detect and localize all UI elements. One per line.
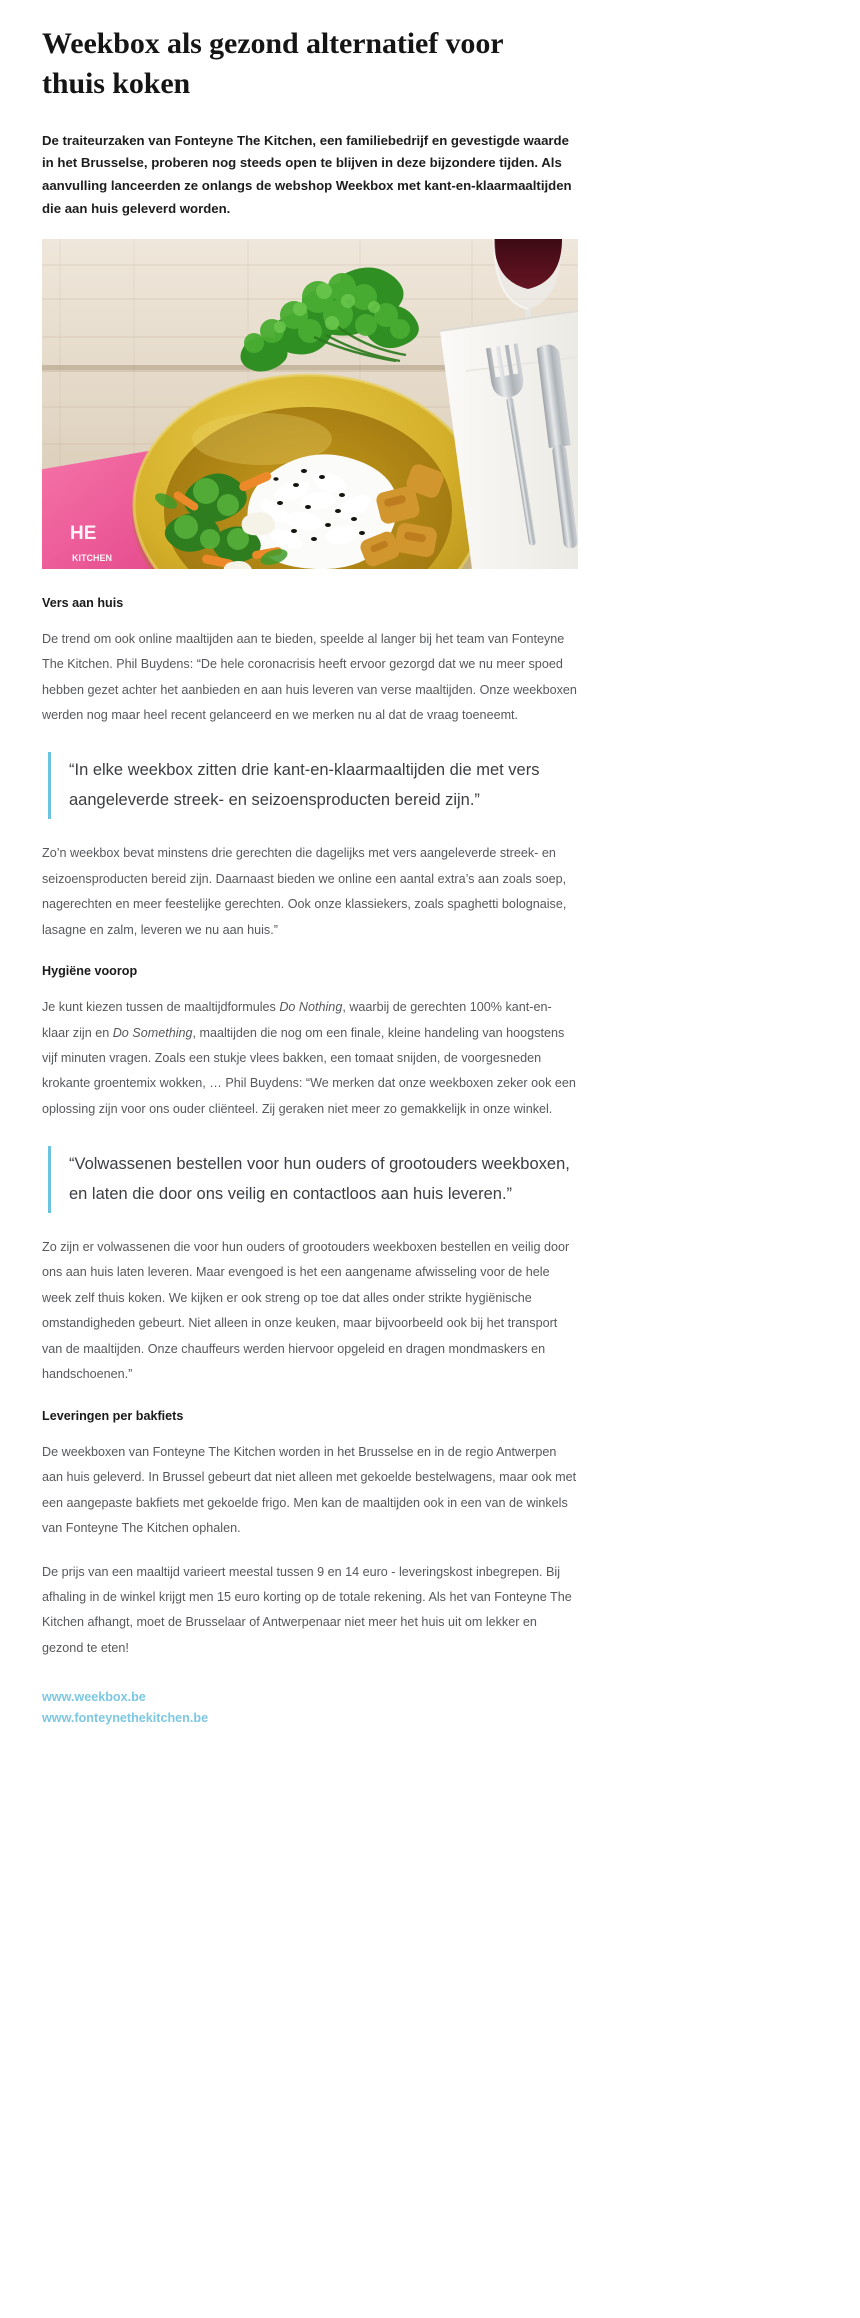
section-heading-vers-aan-huis: Vers aan huis: [42, 595, 124, 610]
hero-image: [42, 239, 578, 569]
pull-quote-2: [48, 1146, 578, 1213]
hygiene-text-part-3: , maaltijden die nog om een finale, kleine handeling van hoogstens vijf minuten vragen. Zoals een stukje vlees bakken, een tomaat snijden, de voorgesneden krokante groentemix wokken, … Phil Buydens: “We merken dat onze weekboxen zeker ook een oplossing zijn voor ons ouder cliënteel. Zij geraken niet meer zo gemakkelijk in onze winkel.: [42, 1025, 576, 1116]
hero-image-illustration: [42, 239, 578, 569]
pull-quote-1: [48, 752, 578, 819]
link-weekbox[interactable]: www.weekbox.be: [42, 1690, 146, 1705]
hygiene-text-part-1: Je kunt kiezen tussen de maaltijdformules: [42, 1000, 280, 1015]
svg-text:KITCHEN: KITCHEN: [72, 552, 112, 563]
hygiene-formula-do-nothing: Do Nothing: [279, 1000, 343, 1015]
pull-quote-1-text: “In elke weekbox zitten drie kant-en-klaarmaaltijden die met vers aangeleverde streek- en seizoensproducten bereid zijn.”: [69, 761, 540, 809]
link-fonteynethekitchen[interactable]: www.fonteynethekitchen.be: [42, 1710, 209, 1725]
pull-quote-2-text: “Volwassenen bestellen voor hun ouders of grootouders weekboxen, en laten die door ons veilig en contactloos aan huis leveren.”: [69, 1155, 570, 1203]
hygiene-text-part-2: , waarbij de gerechten 100% kant-en-klaar zijn en: [42, 1000, 552, 1040]
paragraph-leveringen-2: De prijs van een maaltijd varieert meestal tussen 9 en 14 euro - leveringskost inbegrepen. Bij afhaling in de winkel krijgt men 15 euro korting op de totale rekening. Als het van Fonteyne The Kitchen afhangt, moet de Brusselaar of Antwerpenaar niet meer het huis uit om lekker en gezond te eten!: [42, 1564, 572, 1655]
section-heading-hygiene-voorop: Hygiëne voorop: [42, 963, 138, 978]
paragraph-leveringen-1: De weekboxen van Fonteyne The Kitchen worden in het Brusselse en in de regio Antwerpen aan huis geleverd. In Brussel gebeurt dat niet alleen met gekoelde bestelwagens, maar ook met een aangepaste bakfiets met gekoelde frigo. Men kan de maaltijden ook in een van de winkels van Fonteyne The Kitchen ophalen.: [42, 1444, 577, 1536]
article-lead-paragraph: De traiteurzaken van Fonteyne The Kitchen, een familiebedrijf en gevestigde waarde in het Brusselse, proberen nog steeds open te blijven in deze bijzondere tijden. Als aanvulling lanceerden ze onlangs de webshop Weekbox met kant-en-klaarmaaltijden die aan huis geleverd worden.: [42, 132, 572, 216]
article-content-column: [42, 0, 578, 1768]
section-heading-leveringen-per-bakfiets: Leveringen per bakfiets: [42, 1408, 184, 1423]
svg-text:HE: HE: [70, 522, 97, 544]
paragraph-after-quote-2: Zo zijn er volwassenen die voor hun ouders of grootouders weekboxen bestellen en veilig door ons aan huis laten leveren. Maar evengoed is het een aangename afwisseling voor de hele week zelf thuis koken. We kijken er ook streng op toe dat alles onder strikte hygiënische omstandigheden gebeurt. Niet alleen in onze keuken, maar bijvoorbeeld ook bij het transport van de maaltijden. Onze chauffeurs werden hiervoor opgeleid en dragen mondmaskers en handschoenen.”: [42, 1240, 570, 1382]
paragraph-hygiene-1: [42, 995, 578, 1122]
paragraph-vers-aan-huis-1: De trend om ook online maaltijden aan te bieden, speelde al langer bij het team van Fonteyne The Kitchen. Phil Buydens: “De hele coronacrisis heeft ervoor gezorgd dat we nu meer spoed hebben gezet achter het aanbieden en aan huis leveren van verse maaltijden. Onze weekboxen werden nog maar heel recent gelanceerd en we merken nu al dat de vraag toeneemt.: [42, 631, 577, 723]
external-links: [42, 1687, 578, 1728]
bottom-spacer: [42, 1728, 578, 1768]
page-title: Weekbox als gezond alternatief voor thuis koken: [42, 27, 503, 100]
hygiene-formula-do-something: Do Something: [112, 1025, 193, 1040]
paragraph-after-quote-1: Zo’n weekbox bevat minstens drie gerechten die dagelijks met vers aangeleverde streek- en seizoensproducten bereid zijn. Daarnaast bieden we online een aantal extra’s aan zoals soep, nagerechten en meer feestelijke gerechten. Ook onze klassiekers, zoals spaghetti bolognaise, lasagne en zalm, leveren we nu aan huis.”: [42, 846, 567, 937]
